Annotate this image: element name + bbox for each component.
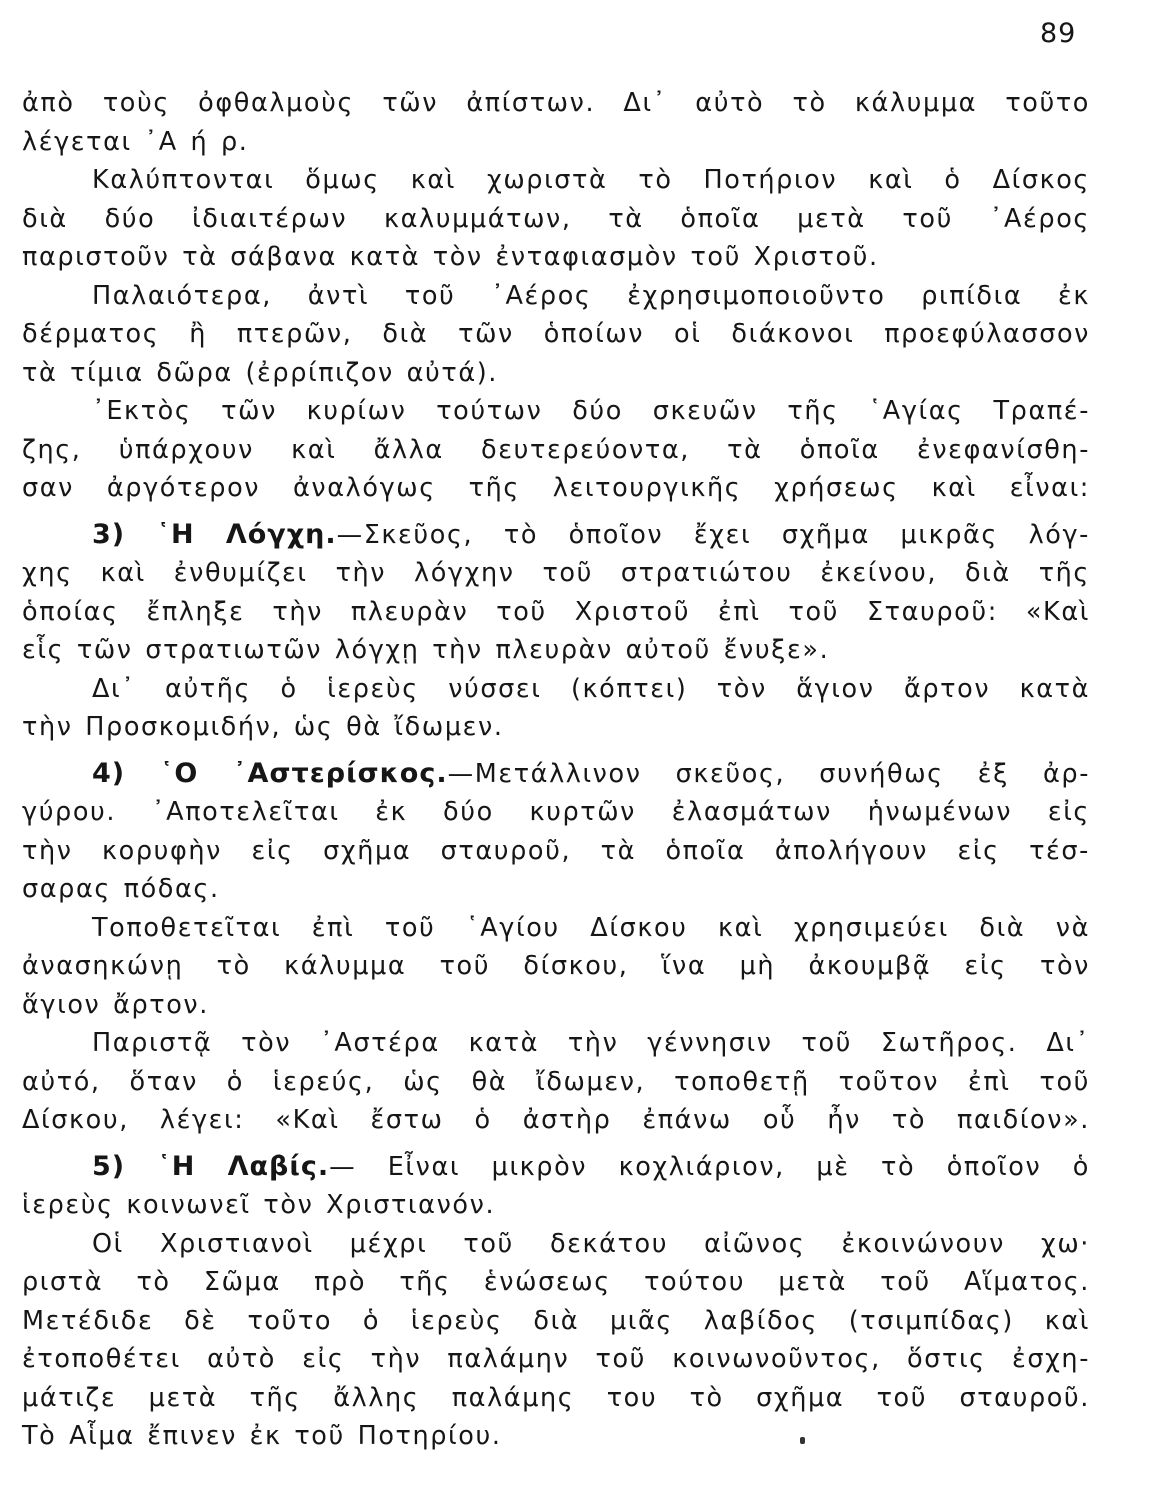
- text-line: γύρου. ᾿Αποτελεῖται ἐκ δύο κυρτῶν ἐλασμάτων ἡνωμένων εἰς: [22, 797, 1090, 827]
- text-line: δέρματος ἢ πτερῶν, διὰ τῶν ὁποίων οἱ διάκονοι προεφύλασσον: [22, 319, 1090, 349]
- text-line: τὴν Προσκομιδήν, ὡς θὰ ἴδωμεν.: [22, 712, 504, 742]
- ink-speck: [800, 1437, 805, 1444]
- paragraph-start-line: ᾿Εκτὸς τῶν κυρίων τούτων δύο σκευῶν τῆς ῾Αγίας Τραπέ-: [92, 396, 1090, 426]
- section-text: —Σκεῦος, τὸ ὁποῖον ἔχει σχῆμα μικρᾶς λόγ-: [336, 519, 1090, 550]
- paragraph-start-line: Παριστᾷ τὸν ᾿Αστέρα κατὰ τὴν γέννησιν τοῦ Σωτῆρος. Δι᾽: [92, 1028, 1090, 1058]
- text-line: ὁποίας ἔπληξε τὴν πλευρὰν τοῦ Χριστοῦ ἐπὶ τοῦ Σταυροῦ: «Καὶ: [22, 596, 1090, 627]
- text-line: ἀπὸ τοὺς ὀφθαλμοὺς τῶν ἀπίστων. Δι᾽ αὐτὸ τὸ κάλυμμα τοῦτο: [22, 88, 1090, 118]
- text-line: ἀνασηκώνῃ τὸ κάλυμμα τοῦ δίσκου, ἵνα μὴ ἀκουμβᾷ εἰς τὸν: [22, 951, 1090, 981]
- text-line: Τὸ Αἷμα ἔπινεν ἐκ τοῦ Ποτηρίου.: [22, 1421, 502, 1451]
- text-line: μάτιζε μετὰ τῆς ἄλλης παλάμης του τὸ σχῆμα τοῦ σταυροῦ.: [22, 1382, 1090, 1413]
- text-line: Δίσκου, λέγει: «Καὶ ἔστω ὁ ἀστὴρ ἐπάνω οὗ ἦν τὸ παιδίον».: [22, 1105, 1090, 1135]
- text-line: ἐτοποθέτει αὐτὸ εἰς τὴν παλάμην τοῦ κοινωνοῦντος, ὅστις ἐσχη-: [22, 1344, 1090, 1374]
- text-line: Μετέδιδε δὲ τοῦτο ὁ ἱερεὺς διὰ μιᾶς λαβίδος (τσιμπίδας) καὶ: [22, 1305, 1090, 1336]
- text-line: αὐτό, ὅταν ὁ ἱερεύς, ὡς θὰ ἴδωμεν, τοποθετῇ τοῦτον ἐπὶ τοῦ: [22, 1066, 1090, 1097]
- text-line: παριστοῦν τὰ σάβανα κατὰ τὸν ἐνταφιασμὸν τοῦ Χριστοῦ.: [22, 242, 879, 272]
- text-line: διὰ δύο ἰδιαιτέρων καλυμμάτων, τὰ ὁποῖα μετὰ τοῦ ᾿Αέρος: [22, 203, 1090, 234]
- text-line: τὴν κορυφὴν εἰς σχῆμα σταυροῦ, τὰ ὁποῖα ἀπολήγουν εἰς τέσ-: [22, 835, 1090, 866]
- paragraph-start-line: Καλύπτονται ὅμως καὶ χωριστὰ τὸ Ποτήριον καὶ ὁ Δίσκος: [92, 165, 1090, 195]
- section-heading-lavis: 5) ῾Η Λαβίς.: [92, 1150, 330, 1182]
- text-line: ριστὰ τὸ Σῶμα πρὸ τῆς ἑνώσεως τούτου μετὰ τοῦ Αἵματος.: [22, 1267, 1090, 1297]
- text-line: χης καὶ ἐνθυμίζει τὴν λόγχην τοῦ στρατιώτου ἐκείνου, διὰ τῆς: [22, 558, 1090, 588]
- text-line: ζης, ὑπάρχουν καὶ ἄλλα δευτερεύοντα, τὰ ὁποῖα ἐνεφανίσθη-: [22, 434, 1090, 465]
- text-line: ἅγιον ἄρτον.: [22, 989, 209, 1020]
- section-text: — Εἶναι μικρὸν κοχλιάριον, μὲ τὸ ὁποῖον ὁ: [329, 1151, 1091, 1182]
- section-text: —Μετάλλινον σκεῦος, συνήθως ἐξ ἀρ-: [447, 758, 1091, 789]
- paragraph-start-line: Παλαιότερα, ἀντὶ τοῦ ᾿Αέρος ἐχρησιμοποιοῦντο ριπίδια ἐκ: [92, 280, 1090, 311]
- section-heading-line: [22, 516, 1090, 555]
- text-line: τὰ τίμια δῶρα (ἐρρίπιζον αὐτά).: [22, 357, 498, 388]
- body-text: [22, 84, 1090, 1456]
- text-line: ἱερεὺς κοινωνεῖ τὸν Χριστιανόν.: [22, 1190, 496, 1220]
- paragraph-start-line: Οἱ Χριστιανοὶ μέχρι τοῦ δεκάτου αἰῶνος ἐκοινώνουν χω·: [92, 1228, 1090, 1259]
- section-heading-logchi: 3) ῾Η Λόγχη.: [92, 518, 337, 550]
- text-line: εἷς τῶν στρατιωτῶν λόγχῃ τὴν πλευρὰν αὐτοῦ ἔνυξε».: [22, 635, 830, 665]
- section-heading-asteriskos: 4) ῾Ο ᾿Αστερίσκος.: [92, 757, 448, 789]
- text-line: σαν ἀργότερον ἀναλόγως τῆς λειτουργικῆς χρήσεως καὶ εἶναι:: [22, 473, 1090, 503]
- section-heading-line: [22, 755, 1090, 794]
- paragraph-start-line: Τοποθετεῖται ἐπὶ τοῦ ῾Αγίου Δίσκου καὶ χρησιμεύει διὰ νὰ: [92, 912, 1090, 943]
- text-line: σαρας πόδας.: [22, 874, 220, 904]
- text-line: λέγεται ᾿Α ή ρ.: [22, 126, 249, 157]
- page-number: 89: [1040, 18, 1077, 49]
- paragraph-start-line: Δι᾽ αὐτῆς ὁ ἱερεὺς νύσσει (κόπτει) τὸν ἅγιον ἄρτον κατὰ: [92, 673, 1090, 704]
- section-heading-line: [22, 1148, 1090, 1187]
